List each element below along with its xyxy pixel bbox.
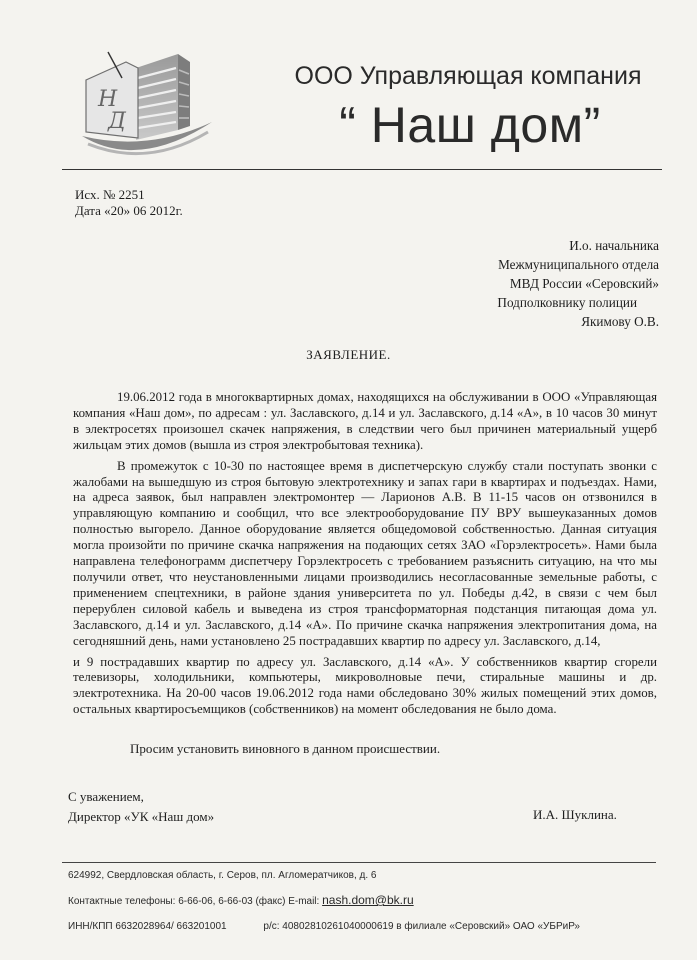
company-logo [78, 40, 218, 158]
logo-letter-d: Д [108, 109, 126, 134]
addressee-line: Подполковнику полиции [497, 295, 637, 310]
footer-divider [62, 862, 656, 863]
addressee-line: И.о. начальника [569, 238, 659, 253]
body-paragraph-1: 19.06.2012 года в многоквартирных домах, находящихся на обслуживании в ООО «Управляющая компания «Наш дом», по адресам : ул. Заславского, д.14 и ул. Заславского, д.14 «А», в 10 часов 30 минут в электросетях произошел скачек напряжения, в следствии чего был причинен материальный ущерб жильцам этих домов (вышла из строя электробытовая техника). [73, 390, 657, 452]
company-name-line2: “ Наш дом” [339, 97, 601, 153]
statement-body [73, 390, 657, 723]
outgoing-ref [75, 187, 183, 219]
ref-date: Дата «20» 06 2012г. [75, 203, 183, 218]
closing-regards: С уважением, [68, 789, 144, 804]
logo-letter-n: Н [98, 87, 118, 112]
signatory-name: И.А. Шуклина. [533, 807, 617, 822]
header-divider [62, 169, 662, 170]
body-paragraph-2: В промежуток с 10-30 по настоящее время в диспетчерскую службу стали поступать звонки с жалобами на вышедшую из строя бытовую электротехнику и запах гари в квартирах и подъездах. Нами, на адреса заявок, был направлен электромонтер — Ларионов А.В. В 11-15 часов он отзвонился в управляющую компанию и сообщил, что все электрооборудование ПУ ВРУ вышеуказанных домов полностью выгорело. Данное оборудование является общедомовой собственностью. Данная ситуация могла произойти по причине скачка напряжения на подающих сетях ЗАО «Горэлектросеть». Нами была направлена телефонограмм диспетчеру Горэлектросеть с требованием разъяснить ситуацию, на что мы получили ответ, что неустановленными лицами производились несогласованные земельные работы, с применением спецтехники, в районе здания университета по ул. Победы д.42, в связи с чем был перерублен силовой кабель и выведена из строя трансформаторная подстанция питающая дома ул. Заславского, д.14 и ул. Заславского, д.14 «А». По причине скачка напряжения электропитания дома, на сегодняшний день, нами установлено 25 пострадавших квартир по адресу ул. Заславского, д.14, [73, 458, 657, 648]
ref-number: Исх. № 2251 [75, 187, 145, 202]
request-line: Просим установить виновного в данном происшествии. [130, 741, 441, 756]
footer-account: р/с: 40802810261040000619 в филиале «Серовский» ОАО «УБРиР» [263, 921, 580, 932]
footer-phones: Контактные телефоны: 6-66-06, 6-66-03 (факс) E-mail: [68, 896, 320, 907]
footer-bank-details [68, 921, 580, 932]
company-name-line1: ООО Управляющая компания [294, 62, 642, 90]
footer-address: 624992, Свердловская область, г. Серов, пл. Агломератчиков, д. 6 [68, 870, 377, 881]
addressee-block [497, 236, 659, 331]
closing-position: Директор «УК «Наш дом» [68, 809, 215, 824]
footer-inn: ИНН/КПП 6632028964/ 663201001 [68, 921, 227, 932]
footer-contacts [68, 893, 414, 907]
body-paragraph-3: и 9 пострадавших квартир по адресу ул. Заславского, д.14 «А». У собственников квартир сгорели телевизоры, холодильники, компьютеры, микроволновые печи, стиральные машины и др. электротехника. На 20-00 часов 19.06.2012 года нами обследовано 30% жилых помещений этих домов, остальных квартиросъемщиков (собственников) на момент обследования не было дома. [73, 654, 657, 717]
addressee-line: МВД России «Серовский» [509, 276, 659, 291]
addressee-line: Межмуниципального отдела [498, 257, 659, 272]
closing-block [68, 787, 214, 827]
addressee-line: Якимову О.В. [581, 314, 659, 329]
footer-email-link[interactable]: nash.dom@bk.ru [322, 893, 414, 907]
document-title: ЗАЯВЛЕНИЕ. [306, 347, 391, 362]
